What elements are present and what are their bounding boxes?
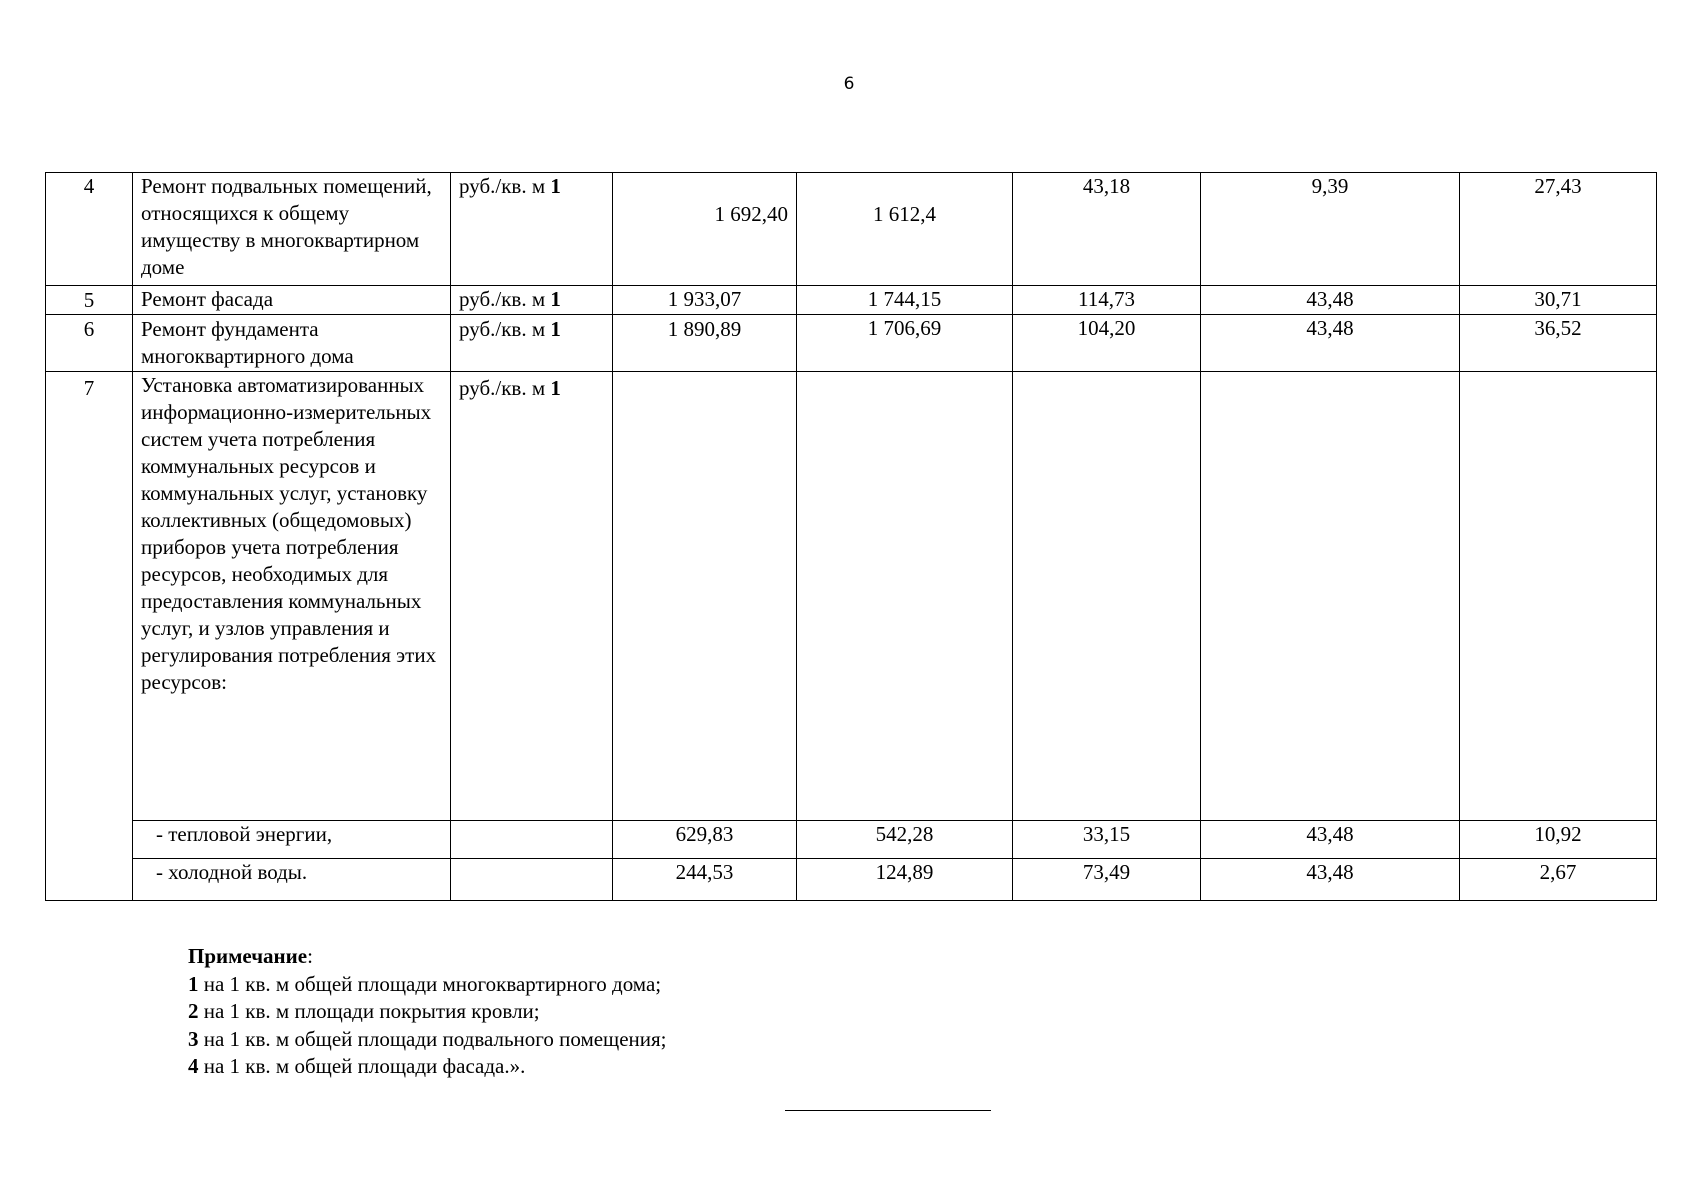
row-unit: руб./кв. м 1	[451, 315, 613, 372]
cell-value: 36,52	[1460, 315, 1657, 372]
cell-value: 124,89	[797, 859, 1013, 901]
note-heading: Примечание:	[188, 944, 313, 968]
cell-value: 104,20	[1013, 315, 1201, 372]
empty-cell	[451, 821, 613, 859]
cell-value: 43,18	[1013, 173, 1201, 286]
row-name: - холодной воды.	[133, 859, 451, 901]
cell-value: 1 890,89	[613, 315, 797, 372]
page-number: 6	[843, 74, 855, 94]
cell-value: 43,48	[1201, 859, 1460, 901]
table-row	[46, 173, 1657, 286]
empty-cell	[1460, 372, 1657, 821]
table-row	[46, 315, 1657, 372]
cell-value: 43,48	[1201, 821, 1460, 859]
row-name: Ремонт подвальных помещений, относящихся к общему имуществу в многоквартирном доме	[133, 173, 451, 286]
cell-value: 629,83	[613, 821, 797, 859]
cell-value: 9,39	[1201, 173, 1460, 286]
cell-value: 2,67	[1460, 859, 1657, 901]
cell-value: 27,43	[1460, 173, 1657, 286]
row-name: Ремонт фасада	[133, 286, 451, 315]
note-item: 3 на 1 кв. м общей площади подвального помещения;	[188, 1026, 667, 1051]
empty-cell	[797, 372, 1013, 821]
note-item: 1 на 1 кв. м общей площади многоквартирного дома;	[188, 971, 662, 996]
row-name: - тепловой энергии,	[133, 821, 451, 859]
cell-value: 1 692,40	[613, 173, 797, 286]
end-separator-line	[785, 1110, 991, 1111]
cell-value: 114,73	[1013, 286, 1201, 315]
row-number: 4	[46, 173, 133, 286]
table-row	[46, 821, 1657, 859]
empty-cell	[1201, 372, 1460, 821]
row-name: Ремонт фундамента многоквартирного дома	[133, 315, 451, 372]
empty-cell	[613, 372, 797, 821]
cell-value: 1 744,15	[797, 286, 1013, 315]
cell-value: 30,71	[1460, 286, 1657, 315]
cell-value: 73,49	[1013, 859, 1201, 901]
empty-cell	[451, 859, 613, 901]
row-number: 7	[46, 372, 133, 901]
row-number: 6	[46, 315, 133, 372]
cell-value: 43,48	[1201, 315, 1460, 372]
cell-value: 244,53	[613, 859, 797, 901]
row-name: Установка автоматизированных информационно-измерительных систем учета потребления коммунальных ресурсов и коммунальных услуг, установку коллективных (общедомовых) приборов учета потребления ресурсов, необходимых для предоставления коммунальных услуг, и узлов управления и регулирования потребления этих ресурсов:	[133, 372, 451, 821]
note-item: 4 на 1 кв. м общей площади фасада.».	[188, 1054, 526, 1078]
row-unit: руб./кв. м 1	[451, 372, 613, 821]
cell-value: 1 933,07	[613, 286, 797, 315]
cell-value: 1 612,4	[797, 173, 1013, 286]
cell-value: 1 706,69	[797, 315, 1013, 372]
cell-value: 10,92	[1460, 821, 1657, 859]
row-unit: руб./кв. м 1	[451, 173, 613, 286]
cell-value: 542,28	[797, 821, 1013, 859]
row-unit: руб./кв. м 1	[451, 286, 613, 315]
row-number: 5	[46, 286, 133, 315]
empty-cell	[1013, 372, 1201, 821]
footnote-block	[188, 943, 667, 1081]
table-row	[46, 859, 1657, 901]
cell-value: 43,48	[1201, 286, 1460, 315]
note-item: 2 на 1 кв. м площади покрытия кровли;	[188, 999, 540, 1023]
table-row	[46, 286, 1657, 315]
table-row	[46, 372, 1657, 821]
cell-value: 33,15	[1013, 821, 1201, 859]
tariff-table	[45, 172, 1657, 901]
